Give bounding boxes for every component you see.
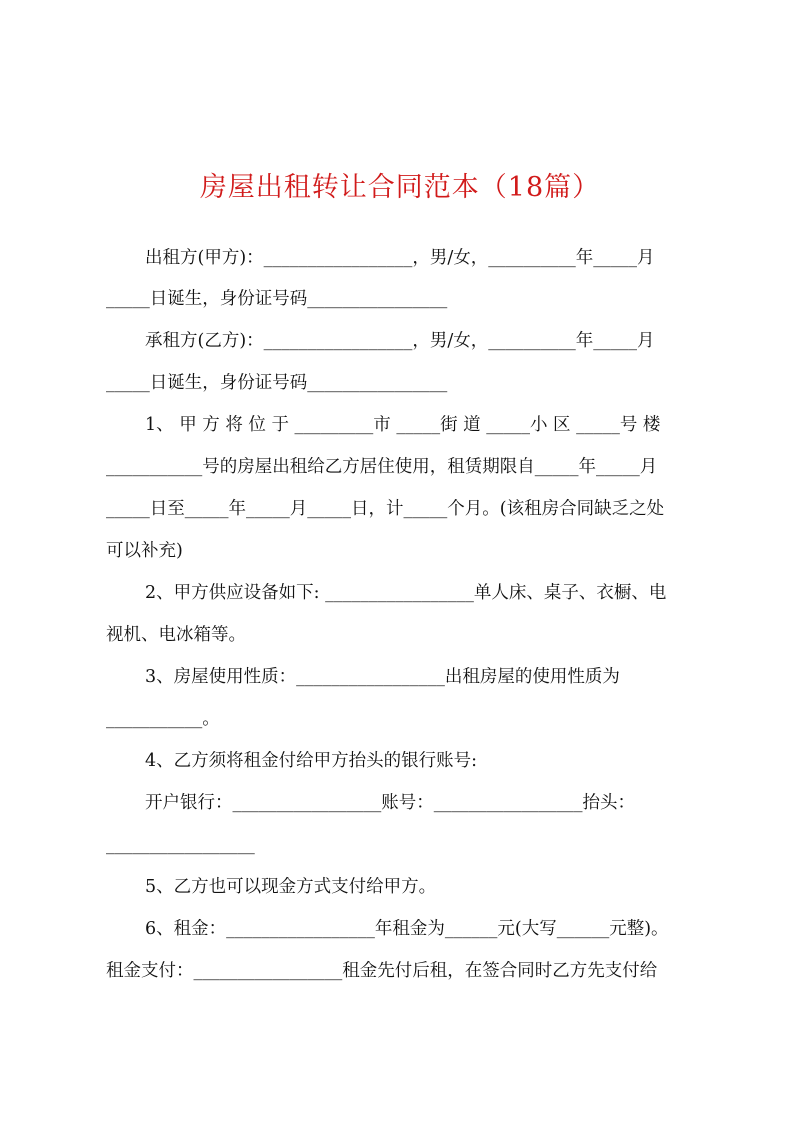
clause-1-line-3: _____日至_____年_____月_____日，计_____个月。(该租房合同缺乏之处 <box>106 499 665 519</box>
lessee-birth-id-line: _____日诞生，身份证号码________________ <box>106 373 448 393</box>
lessee-line: 承租方(乙方)：_________________，男/女，__________年_____月 <box>145 331 655 351</box>
clause-3-line-2: ___________。 <box>106 709 220 729</box>
clause-2-line-2: 视机、电冰箱等。 <box>106 625 246 645</box>
clause-1-line-2: ___________号的房屋出租给乙方居住使用，租赁期限自_____年_____月 <box>106 457 658 477</box>
clause-4-line-1: 4、乙方须将租金付给甲方抬头的银行账号: <box>145 751 478 771</box>
clause-6-line-2: 租金支付：_________________租金先付后租，在签合同时乙方先支付给 <box>106 961 658 981</box>
bank-account-line: 开户银行：_________________账号：_________________抬头： <box>145 793 635 813</box>
clause-2-line-1: 2、甲方供应设备如下: _________________单人床、桌子、衣橱、电 <box>145 583 667 603</box>
bank-account-line-2: _________________ <box>106 835 255 855</box>
clause-5-line: 5、乙方也可以现金方式支付给甲方。 <box>145 877 437 897</box>
lessor-line: 出租方(甲方)：_________________，男/女，__________年_____月 <box>145 248 655 268</box>
clause-1-line-1: 1、 甲 方 将 位 于 _________市 _____街 道 _____小 区 _____号 楼 <box>145 415 661 435</box>
clause-3-line-1: 3、房屋使用性质：_________________出租房屋的使用性质为 <box>145 667 620 687</box>
clause-6-line-1: 6、租金：_________________年租金为______元(大写______元整)。 <box>145 919 669 939</box>
clause-1-line-4: 可以补充) <box>106 541 183 561</box>
lessor-birth-id-line: _____日诞生，身份证号码________________ <box>106 289 448 309</box>
document-title: 房屋出租转让合同范本（18篇） <box>199 172 601 203</box>
